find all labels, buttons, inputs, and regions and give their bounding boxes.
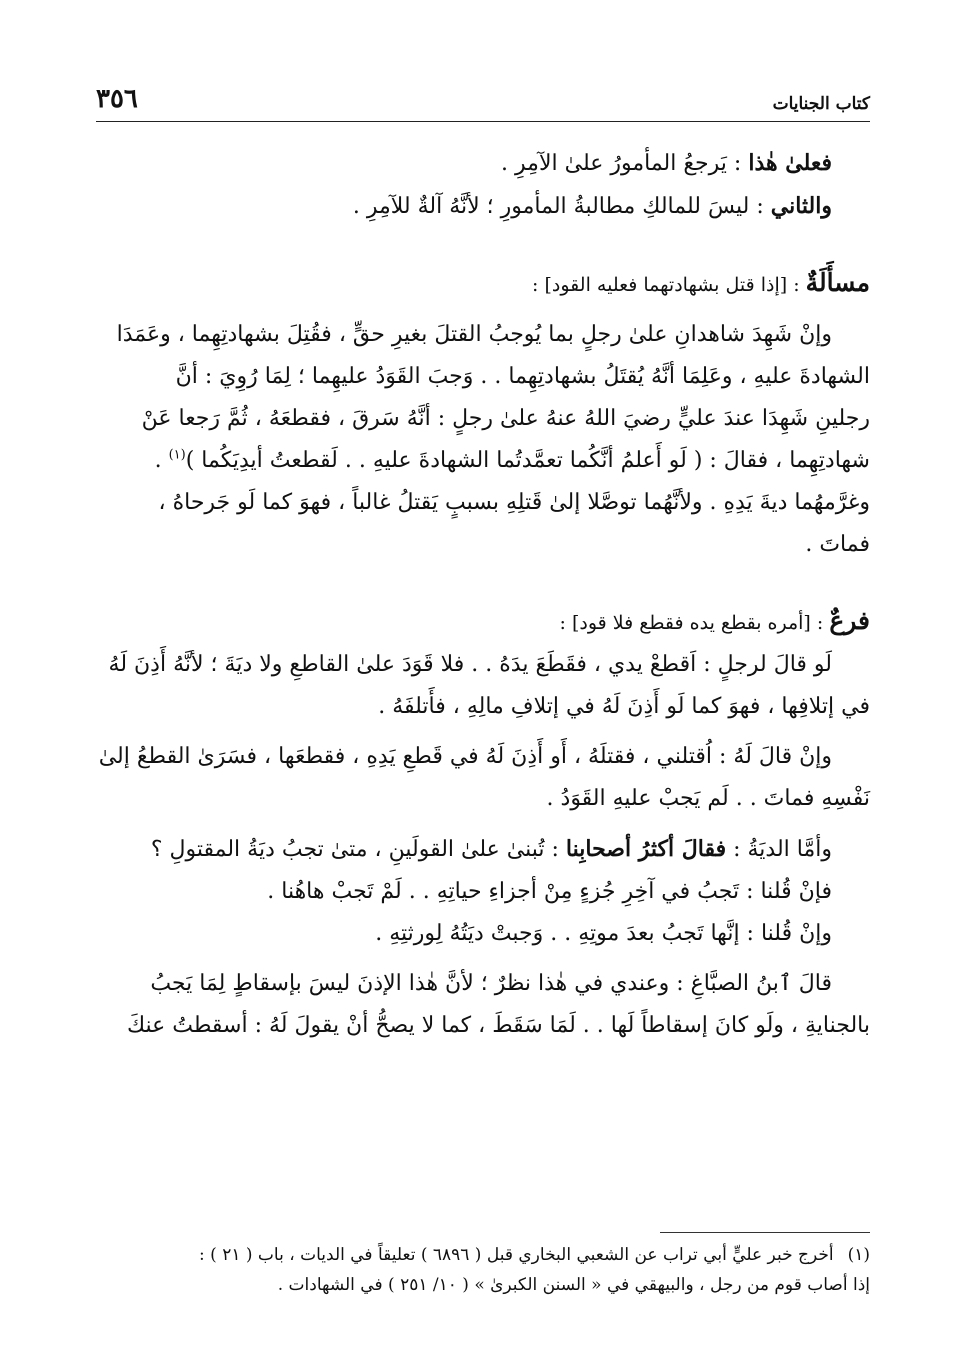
footnote [96,1240,870,1270]
text-line: فإنْ قُلنا : تَجبُ في آخِرِ جُزءٍ مِنْ أجزاءِ حياتِهِ . . لَمْ تَجبْ هاهُنا . [267,879,832,904]
heading-title: : [إذا قتل بشهادتهما فعليه القود] : [532,274,806,296]
line-text: : تُبنىٰ علىٰ القولَينِ ، متىٰ تجبُ ديَةُ المقتولِ ؟ [150,837,566,862]
text-line: بالجنايةِ ، ولَو كانَ إسقاطاً لَها . . لَمَا سَقَطَ ، كما لا يصحُّ أنْ يقولَ لَهُ : أسقطتُ عنكَ [126,1013,870,1038]
text-line [96,185,870,228]
line-text: : ليسَ للمالكِ مطالبةُ المأمورِ ؛ لأنَّهُ آلةٌ للآمِرِ . [352,194,771,219]
page-number: ٣٥٦ [96,84,138,114]
header-rule [96,121,870,122]
footnotes [96,1240,870,1300]
line-text: . [154,448,169,473]
section-heading-masala [96,262,870,306]
line-text: وأمَّا الديَةُ : [726,837,832,862]
footnote-continuation: إذا أصاب قوم من رجل ، والبيهقي في « السنن الكبرىٰ » ( ١٠/ ٢٥١ ) في الشهادات . [277,1275,870,1295]
text-line: وإنْ قُلنا : إنَّها تَجبُ بعدَ موتِهِ . . وَجبتْ ديَتُهُ لِورثتِهِ . [375,921,832,946]
footnote-marker: (١) [168,447,186,463]
text-line: وإنْ شَهِدَ شاهدانِ علىٰ رجلٍ بما يُوجبُ القتلَ بغيرِ حقٍّ ، فقُتِلَ بشهادتِهِما ، وعَمَدَا [116,322,832,347]
footnote-rule [660,1232,870,1233]
text-line [96,828,870,871]
book-title: كتاب الجنايات [772,94,870,114]
heading-label: مسأَلَةٌ [805,268,870,297]
footnote-text: أخرج خبر عليٍّ أبي تراب عن الشعبي البخاري قبل ( ٦٨٩٦ ) تعليقاً في الديات ، باب ( ٢١ ) : [199,1245,834,1265]
text-line: نَفْسِهِ فماتَ . . لَم يَجبْ عليهِ القَوَدُ . [546,786,870,811]
lead-term: فعلىٰ هٰذا [748,150,832,176]
lead-term: والثاني [770,193,832,219]
text-line: الشهادةَ عليهِ ، وعَلِمَا أنَّهُ يُقتَلُ بشهادتِهِما . . وَجبَ القَوَدُ عليهِما ؛ لِمَا رُوِيَ : أنَّ [175,364,870,389]
emphasis: فقالَ أكثرُ أصحابِنا [565,836,727,862]
line-text: شهادتِهِما ، فقالَ : ( لَو أَعلمُ أنَّكُما تعمَّدتُما الشهادةَ عليهِ . . لَقطعتُ أيدِيَكُما ) [185,448,870,473]
text-line: قالَ ٱبنُ الصبَّاغِ : وعندي في هٰذا نظرٌ ؛ لأنَّ هٰذا الإذنَ ليسَ بإسقاطٍ لِمَا يَجبُ [150,971,832,996]
heading-title: : [أمره بقطع يده فقطع فلا قود] : [559,612,830,634]
text-line: في إتلافِها ، فهوَ كما لَو أَذِنَ لَهُ في إتلافِ مالِهِ ، فأَتلفَهُ . [378,694,870,719]
footnote-number: (١) [847,1245,870,1265]
running-header [96,84,870,114]
main-text [96,142,870,1047]
text-line [96,142,870,185]
text-line: فماتَ . [805,532,870,557]
heading-label: فرعٌ [829,606,870,635]
text-line: لَو قالَ لرجلٍ : اَقطعْ يدي ، فقَطَعَ يدَهُ . . فلا قَوَدَ علىٰ القاطعِ ولا ديَةَ ؛ لأنَّهُ أَذِنَ لَهُ [108,652,832,677]
text-line [96,440,870,482]
text-line: وغرَّمهُما ديةَ يَدِهِ . ولأنَّهُما توصَّلا إلىٰ قَتلِهِ بسببٍ يَقتلُ غالباً ، فهوَ كما لَو جَرحاهُ ، [158,490,870,515]
text-line: رجلينِ شَهِدَا عندَ عليٍّ رضيَ اللهُ عنهُ علىٰ رجلٍ : أنَّهُ سَرقَ ، فقطعَهُ ، ثُمَّ رَجعا عَنْ [141,406,870,431]
text-line: وإنْ قالَ لَهُ : اُقتلني ، فقتلَهُ ، أَو أَذِنَ لَهُ في قَطعِ يَدِهِ ، فقطعَها ، فسَرَىٰ القطعُ إلىٰ [98,744,832,769]
line-text: : يَرجعُ المأمورُ علىٰ الآمِرِ . [501,151,749,176]
section-heading-far [96,600,870,644]
